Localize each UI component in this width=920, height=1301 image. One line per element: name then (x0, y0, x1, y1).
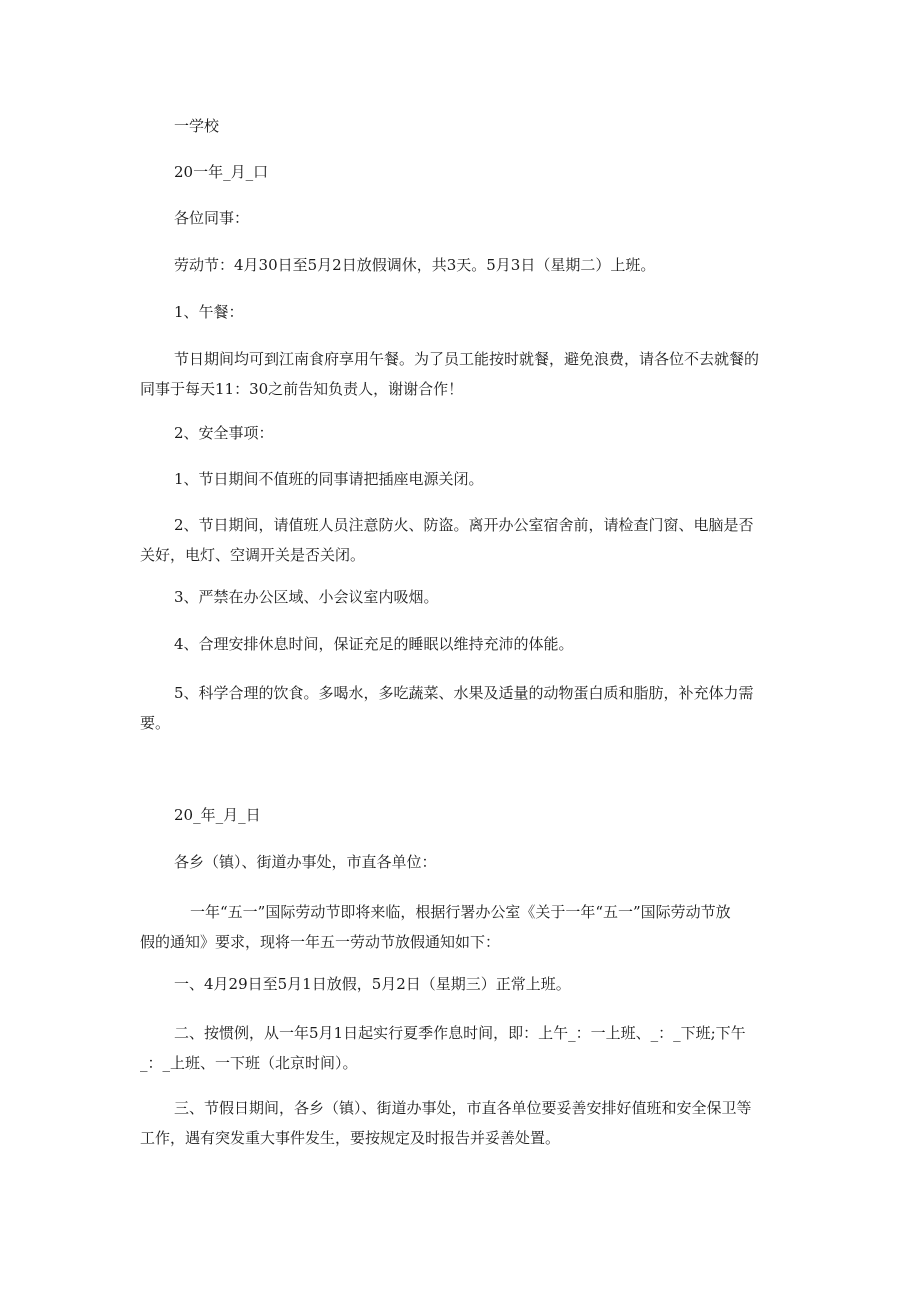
item-2-line-1: 二、按惯例，从一年5月1日起实行夏季作息时间，即：上午_：一上班、_：_下班;下午 (174, 1024, 746, 1042)
notice-2-intro (140, 897, 782, 957)
safety-item-5-line-1: 5、科学合理的饮食。多喝水，多吃蔬菜、水果及适量的动物蛋白质和脂肪，补充体力需 (174, 684, 754, 702)
safety-item-5-line-2: 要。 (140, 714, 171, 732)
safety-item-2 (140, 510, 782, 570)
safety-item-3: 3、严禁在办公区域、小会议室内吸烟。 (174, 588, 439, 606)
item-3-line-1: 三、节假日期间，各乡（镇）、街道办事处，市直各单位要妥善安排好值班和安全保卫等 (174, 1099, 752, 1117)
lunch-heading: 1、午餐： (174, 303, 244, 321)
notice-2-item-1: 一、4月29日至5月1日放假，5月2日（星期三）正常上班。 (174, 975, 571, 993)
notice-2-item-2 (140, 1018, 782, 1078)
notice-2-recipients: 各乡（镇）、街道办事处，市直各单位： (174, 853, 437, 871)
lunch-line-1: 节日期间均可到江南食府享用午餐。为了员工能按时就餐，避免浪费，请各位不去就餐的 (174, 350, 760, 368)
lunch-line-2: 同事于每天11：30之前告知负责人，谢谢合作！ (140, 380, 464, 398)
greeting: 各位同事： (174, 209, 250, 227)
intro-line-2: 假的通知》要求，现将一年五一劳动节放假通知如下： (140, 933, 501, 951)
safety-item-1: 1、节日期间不值班的同事请把插座电源关闭。 (174, 470, 484, 488)
lunch-paragraph (140, 344, 782, 404)
notice-date: 20一年_月_口 (174, 163, 269, 181)
item-2-line-2: _：_上班、一下班（北京时间）。 (140, 1054, 358, 1072)
item-3-line-2: 工作，遇有突发重大事件发生，要按规定及时报告并妥善处置。 (140, 1129, 561, 1147)
safety-item-5 (140, 678, 782, 738)
intro-line-1: 一年“五一”国际劳动节即将来临，根据行署办公室《关于一年“五一”国际劳动节放 (190, 903, 731, 921)
safety-item-2-line-2: 关好，电灯、空调开关是否关闭。 (140, 546, 366, 564)
notice-2-item-3 (140, 1093, 782, 1153)
holiday-schedule: 劳动节：4月30日至5月2日放假调休，共3天。5月3日（星期二）上班。 (174, 256, 656, 274)
school-name: 一学校 (174, 117, 220, 135)
notice-2-date: 20_年_月_日 (174, 806, 261, 824)
safety-item-2-line-1: 2、节日期间，请值班人员注意防火、防盗。离开办公室宿舍前，请检查门窗、电脑是否 (174, 516, 754, 534)
safety-heading: 2、安全事项： (174, 424, 274, 442)
safety-item-4: 4、合理安排休息时间，保证充足的睡眠以维持充沛的体能。 (174, 635, 574, 653)
